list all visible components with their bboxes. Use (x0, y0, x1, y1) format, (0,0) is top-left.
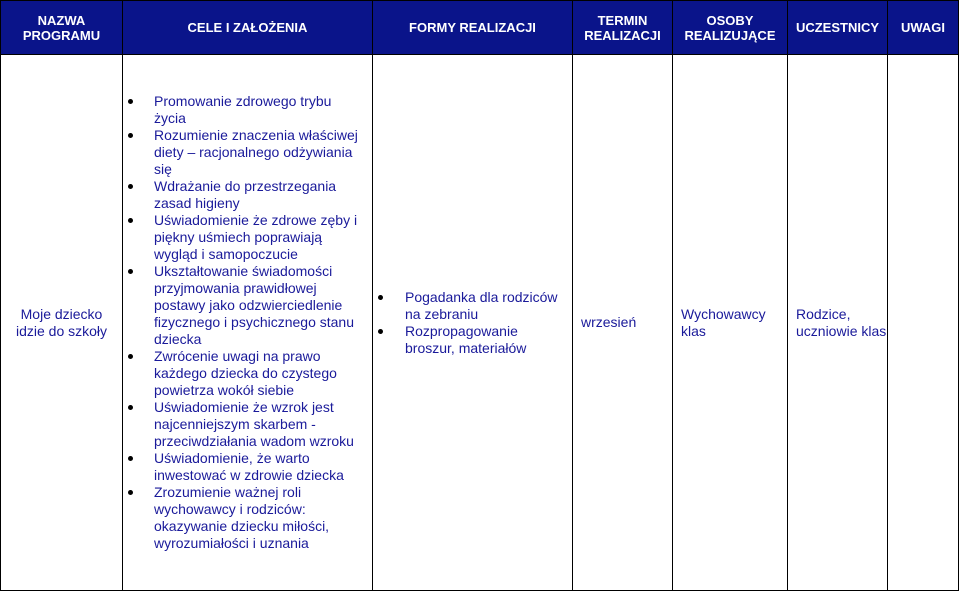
form-text: Rozpropagowanie broszur, materiałów (405, 322, 527, 356)
header-program-name (1, 1, 123, 55)
bullet-icon (128, 184, 133, 189)
bullet-icon (378, 295, 383, 300)
goals-cell (123, 55, 373, 591)
bullet-icon (378, 329, 383, 334)
term-value: wrzesień (581, 314, 637, 330)
header-goals (123, 1, 373, 55)
header-term (573, 1, 673, 55)
list-item (373, 289, 562, 323)
header-people-label: OSOBY REALIZUJĄCE (684, 12, 776, 43)
header-forms-label: FORMY REALIZACJI (409, 20, 536, 35)
goal-text: Zrozumienie ważnej roli wychowawcy i rodziców: okazywanie dziecku miłości, wyrozumiałości i uznania (154, 484, 330, 551)
goal-text: Zwrócenie uwagi na prawo każdego dziecka do czystego powietrza wokół siebie (154, 348, 337, 398)
goal-text: Rozumienie znaczenia właściwej diety – racjonalnego odżywiania się (154, 127, 358, 177)
forms-cell (373, 55, 573, 591)
participants-value: Rodzice, uczniowie klas (796, 305, 887, 339)
goal-text: Uświadomienie że zdrowe zęby i piękny uśmiech poprawiają wygląd i samopoczucie (154, 212, 358, 262)
goals-list (123, 93, 372, 552)
list-item (123, 484, 360, 552)
program-name: Moje dziecko idzie do szkoły (15, 305, 108, 339)
list-item (123, 263, 360, 348)
list-item (373, 323, 562, 357)
bullet-icon (128, 456, 133, 461)
goal-text: Promowanie zdrowego trybu życia (154, 93, 332, 126)
notes-cell (888, 55, 959, 591)
bullet-icon (128, 99, 133, 104)
forms-list (373, 289, 572, 357)
table-row (1, 55, 959, 591)
header-participants (788, 1, 888, 55)
list-item (123, 212, 360, 263)
term-cell (573, 55, 673, 591)
header-notes (888, 1, 959, 55)
list-item (123, 93, 360, 127)
header-forms (373, 1, 573, 55)
form-text: Pogadanka dla rodziców na zebraniu (405, 288, 558, 322)
people-cell (673, 55, 788, 591)
program-name-cell (1, 55, 123, 591)
list-item (123, 348, 360, 399)
list-item (123, 450, 360, 484)
list-item (123, 127, 360, 178)
bullet-icon (128, 133, 133, 138)
participants-cell (788, 55, 888, 591)
bullet-icon (128, 354, 133, 359)
bullet-icon (128, 405, 133, 410)
header-term-label: TERMIN REALIZACJI (584, 12, 661, 43)
header-people (673, 1, 788, 55)
goal-text: Wdrażanie do przestrzegania zasad higieny (154, 178, 337, 211)
bullet-icon (128, 218, 133, 223)
people-value: Wychowawcy klas (681, 305, 766, 339)
header-notes-label: UWAGI (900, 20, 946, 35)
header-participants-label: UCZESTNICY (795, 20, 880, 35)
goal-text: Uświadomienie, że warto inwestować w zdrowie dziecka (154, 450, 344, 483)
list-item (123, 399, 360, 450)
header-row (1, 1, 959, 55)
list-item (123, 178, 360, 212)
bullet-icon (128, 490, 133, 495)
goal-text: Uświadomienie że wzrok jest najcenniejszym skarbem - przeciwdziałania wadom wzroku (154, 399, 354, 449)
header-program-name-label: NAZWA PROGRAMU (22, 12, 101, 43)
goal-text: Ukształtowanie świadomości przyjmowania prawidłowej postawy jako odzwierciedlenie fizycznego i psychicznego stanu dziecka (154, 263, 354, 347)
header-goals-label: CELE I ZAŁOŻENIA (187, 20, 308, 35)
bullet-icon (128, 269, 133, 274)
